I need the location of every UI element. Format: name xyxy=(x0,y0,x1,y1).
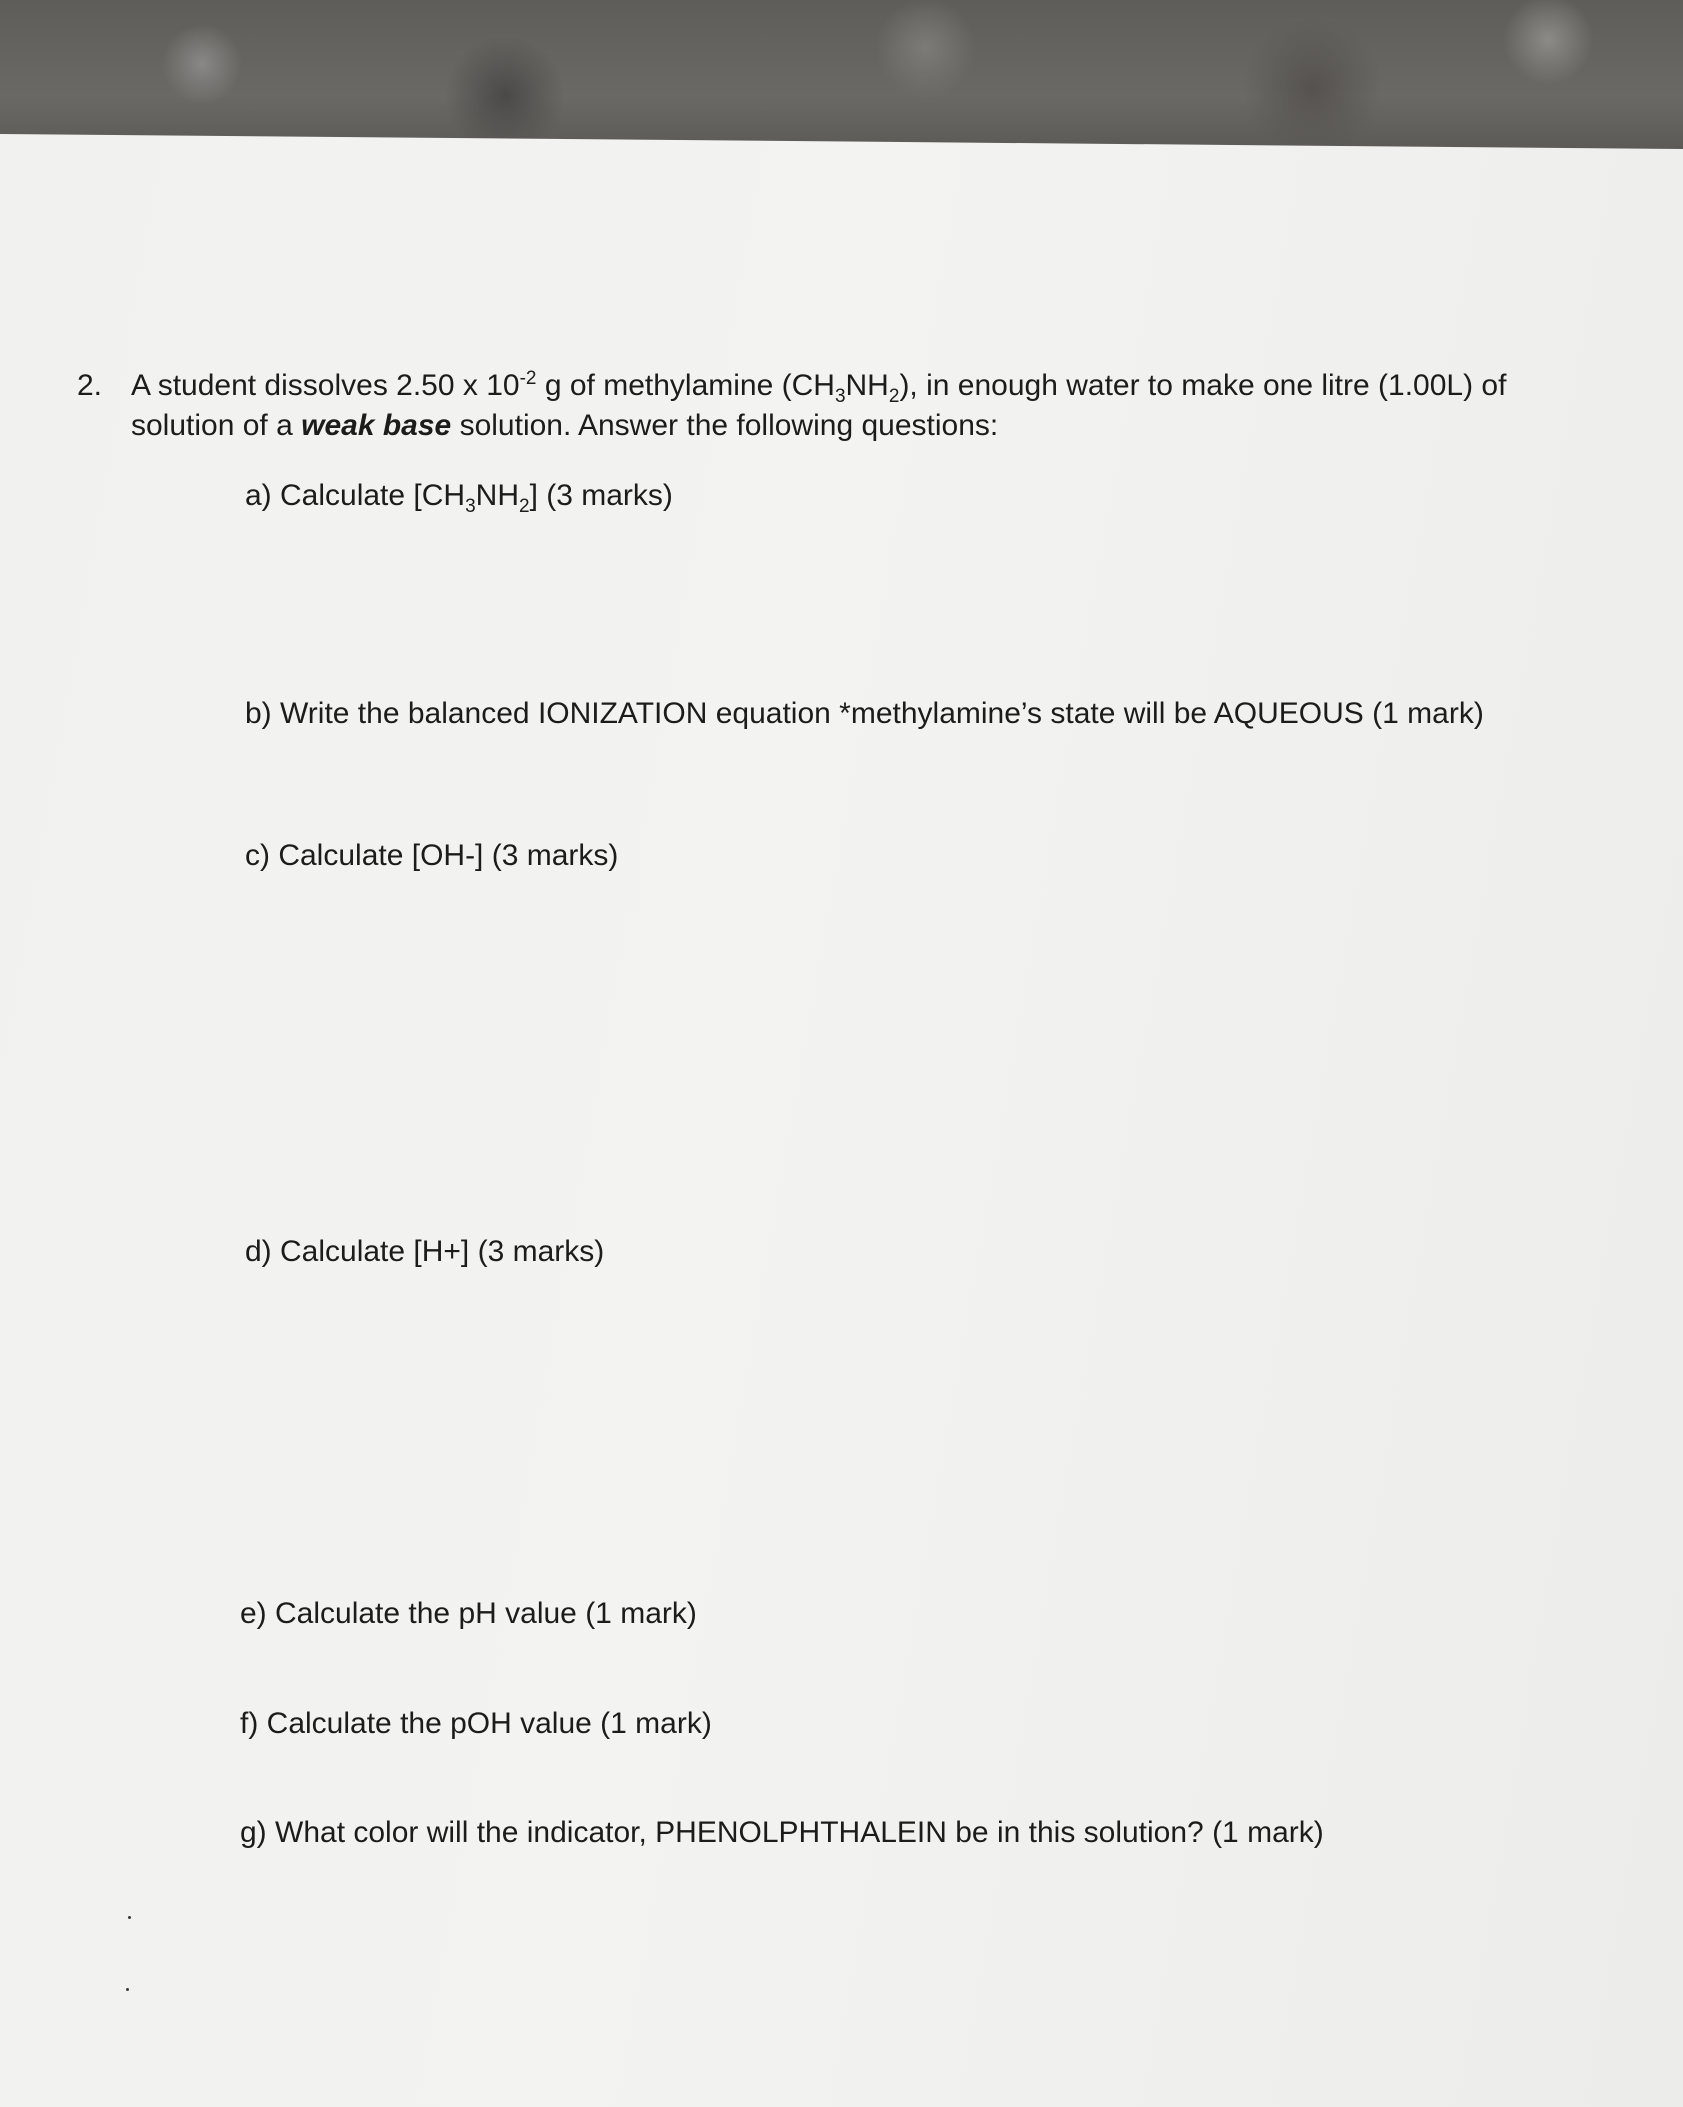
question-stem-line-1: A student dissolves 2.50 x $10^{-2}$ g of methylamine $(CH_3NH_2)$, in enough water to make one litre (1.00L) of xyxy=(131,368,1507,407)
question-number: 2. xyxy=(77,369,103,402)
part-c: c) Calculate [OH-] (3 marks) xyxy=(245,839,619,872)
exponent: -2 xyxy=(519,368,537,389)
part-g: g) What color will the indicator, PHENOLPHTHALEIN be in this solution? (1 mark) xyxy=(240,1816,1324,1849)
pencil-mark xyxy=(128,1916,131,1919)
part-d: d) Calculate [H+] (3 marks) xyxy=(245,1235,605,1268)
countertop-background xyxy=(0,0,1683,160)
part-f: f) Calculate the pOH value (1 mark) xyxy=(240,1707,712,1740)
pencil-mark xyxy=(126,1988,129,1991)
part-a: a) Calculate $[CH_3NH_2]$ (3 marks) xyxy=(245,479,673,517)
weak-base-emphasis: weak base xyxy=(301,409,452,442)
part-b: b) Write the balanced IONIZATION equation *methylamine’s state will be AQUEOUS (1 mark) xyxy=(245,697,1484,730)
question-stem-line-2: solution of a weak base solution. Answer the following questions: xyxy=(131,409,999,442)
part-e: e) Calculate the pH value (1 mark) xyxy=(240,1597,697,1630)
